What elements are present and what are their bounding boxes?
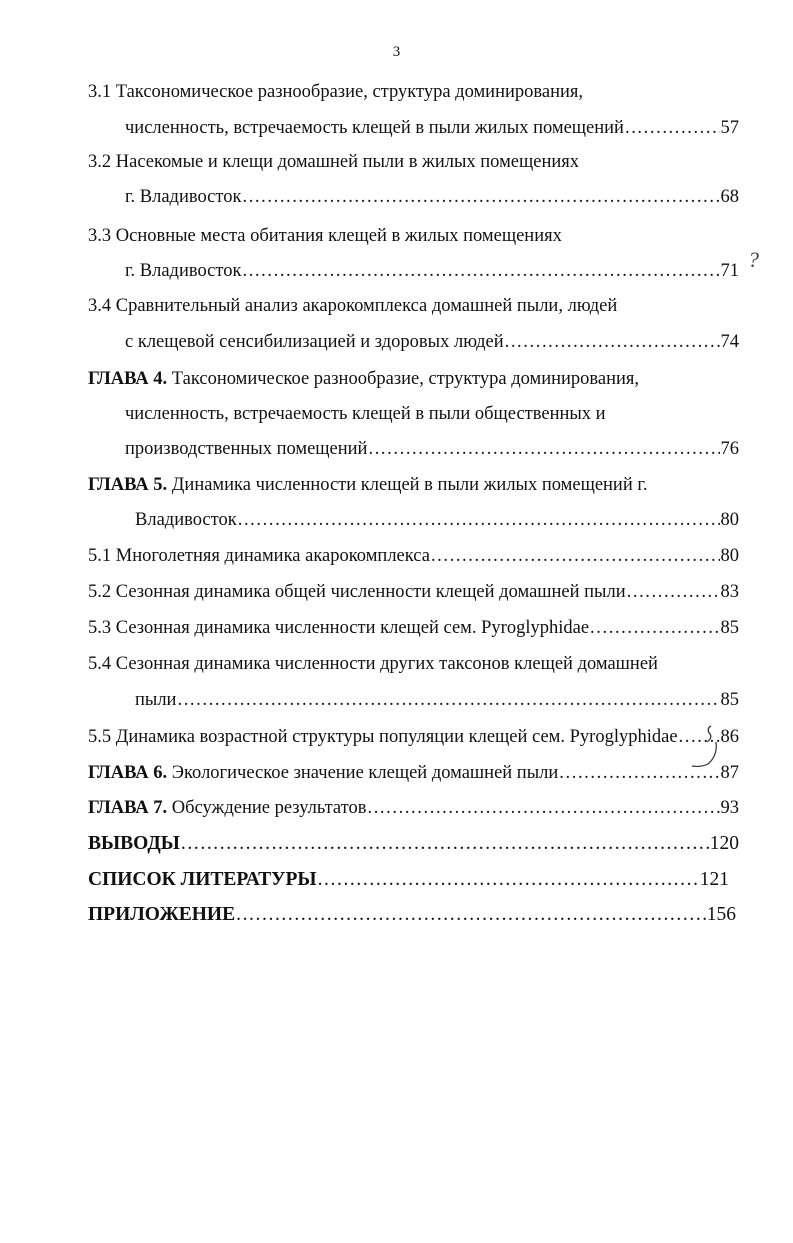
dot-leader bbox=[559, 759, 719, 787]
toc-3-2-page: 68 bbox=[720, 187, 739, 207]
toc-chapter-7-page: 93 bbox=[720, 798, 739, 818]
dot-leader bbox=[627, 578, 720, 606]
toc-chapter-4-line1[interactable] bbox=[88, 365, 639, 393]
toc-chapter-4-line3[interactable] bbox=[125, 435, 739, 463]
dot-leader bbox=[368, 435, 719, 463]
toc-3-3-title-part1: 3.3 Основные места обитания клещей в жилых помещениях bbox=[88, 226, 562, 246]
dot-leader bbox=[236, 901, 706, 929]
toc-chapter-6[interactable] bbox=[88, 759, 739, 787]
toc-5-4-title-part1: 5.4 Сезонная динамика численности других таксонов клещей домашней bbox=[88, 654, 658, 674]
page-number: 3 bbox=[392, 44, 401, 60]
toc-5-5-page: 86 bbox=[720, 727, 739, 747]
toc-3-1-line1 bbox=[88, 78, 583, 106]
toc-chapter-5-label: ГЛАВА 5. bbox=[88, 475, 168, 495]
toc-references[interactable] bbox=[88, 866, 729, 894]
dot-leader bbox=[242, 257, 719, 285]
toc-5-4-line2[interactable] bbox=[135, 686, 739, 714]
toc-references-label: СПИСОК ЛИТЕРАТУРЫ bbox=[88, 869, 317, 890]
toc-references-page: 121 bbox=[699, 869, 729, 890]
toc-3-2-line2[interactable] bbox=[125, 183, 739, 211]
dot-leader bbox=[679, 723, 720, 751]
toc-chapter-4-title-part3: производственных помещений bbox=[125, 439, 368, 459]
toc-5-5-title: 5.5 Динамика возрастной структуры популяции клещей сем. Pyroglyphidae bbox=[88, 727, 678, 747]
toc-chapter-7[interactable] bbox=[88, 794, 739, 822]
toc-appendix-page: 156 bbox=[706, 904, 736, 925]
toc-5-4-title-part2: пыли bbox=[135, 690, 177, 710]
toc-3-2-title-part1: 3.2 Насекомые и клещи домашней пыли в жилых помещениях bbox=[88, 152, 579, 172]
toc-conclusions[interactable] bbox=[88, 830, 739, 858]
handwritten-question-mark: ? bbox=[748, 247, 759, 272]
toc-3-1-line2[interactable] bbox=[125, 114, 739, 142]
toc-3-3-page: 71 bbox=[720, 261, 739, 281]
toc-3-1-title-part2: численность, встречаемость клещей в пыли жилых помещений bbox=[125, 118, 624, 138]
toc-chapter-4-page: 76 bbox=[720, 439, 739, 459]
dot-leader bbox=[318, 866, 699, 894]
toc-chapter-5-title-part1: Динамика численности клещей в пыли жилых помещений г. bbox=[167, 475, 648, 495]
toc-5-3-page: 85 bbox=[720, 618, 739, 638]
toc-3-3-line2[interactable] bbox=[125, 257, 739, 285]
toc-chapter-6-label: ГЛАВА 6. bbox=[88, 763, 168, 783]
toc-3-4-line1 bbox=[88, 292, 617, 320]
toc-conclusions-label: ВЫВОДЫ bbox=[88, 833, 180, 854]
toc-5-1-page: 80 bbox=[720, 546, 739, 566]
toc-chapter-5-title-part2: Владивосток bbox=[135, 510, 237, 530]
toc-5-4-page: 85 bbox=[720, 690, 739, 710]
toc-3-1-page: 57 bbox=[720, 118, 739, 138]
toc-5-2[interactable] bbox=[88, 578, 739, 606]
toc-chapter-7-label: ГЛАВА 7. bbox=[88, 798, 168, 818]
toc-3-2-line1 bbox=[88, 148, 579, 176]
toc-appendix-label: ПРИЛОЖЕНИЕ bbox=[88, 904, 236, 925]
toc-5-5[interactable] bbox=[88, 723, 739, 751]
toc-chapter-4-title-part1: Таксономическое разнообразие, структура доминирования, bbox=[167, 369, 640, 389]
toc-chapter-4-label: ГЛАВА 4. bbox=[88, 369, 168, 389]
toc-5-3-title: 5.3 Сезонная динамика численности клещей сем. Pyroglyphidae bbox=[88, 618, 590, 638]
toc-chapter-6-title: Экологическое значение клещей домашней пыли bbox=[167, 763, 559, 783]
toc-5-1[interactable] bbox=[88, 542, 739, 570]
toc-5-3[interactable] bbox=[88, 614, 739, 642]
dot-leader bbox=[177, 686, 719, 714]
dot-leader bbox=[242, 183, 719, 211]
toc-chapter-4-line2 bbox=[125, 400, 606, 428]
dot-leader bbox=[431, 542, 720, 570]
toc-3-3-title-part2: г. Владивосток bbox=[125, 261, 242, 281]
dot-leader bbox=[505, 328, 720, 356]
dot-leader bbox=[590, 614, 719, 642]
toc-3-4-title-part1: 3.4 Сравнительный анализ акарокомплекса домашней пыли, людей bbox=[88, 296, 618, 316]
toc-3-4-line2[interactable] bbox=[125, 328, 739, 356]
toc-chapter-5-line1[interactable] bbox=[88, 471, 647, 499]
dot-leader bbox=[238, 506, 720, 534]
toc-5-2-title: 5.2 Сезонная динамика общей численности клещей домашней пыли bbox=[88, 582, 626, 602]
toc-3-1-title-part1: 3.1 Таксономическое разнообразие, структура доминирования, bbox=[88, 82, 584, 102]
toc-5-1-title: 5.1 Многолетняя динамика акарокомплекса bbox=[88, 546, 430, 566]
dot-leader bbox=[181, 830, 709, 858]
toc-5-2-page: 83 bbox=[720, 582, 739, 602]
toc-chapter-4-title-part2: численность, встречаемость клещей в пыли общественных и bbox=[125, 404, 606, 424]
toc-conclusions-page: 120 bbox=[709, 833, 739, 854]
toc-chapter-5-page: 80 bbox=[720, 510, 739, 530]
toc-3-3-line1 bbox=[88, 222, 562, 250]
dot-leader bbox=[367, 794, 719, 822]
toc-chapter-6-page: 87 bbox=[720, 763, 739, 783]
toc-appendix[interactable] bbox=[88, 901, 736, 929]
dot-leader bbox=[625, 114, 720, 142]
toc-3-4-title-part2: с клещевой сенсибилизацией и здоровых людей bbox=[125, 332, 504, 352]
toc-5-4-line1 bbox=[88, 650, 658, 678]
toc-3-4-page: 74 bbox=[720, 332, 739, 352]
toc-chapter-5-line2[interactable] bbox=[135, 506, 739, 534]
toc-chapter-7-title: Обсуждение результатов bbox=[167, 798, 367, 818]
toc-3-2-title-part2: г. Владивосток bbox=[125, 187, 242, 207]
